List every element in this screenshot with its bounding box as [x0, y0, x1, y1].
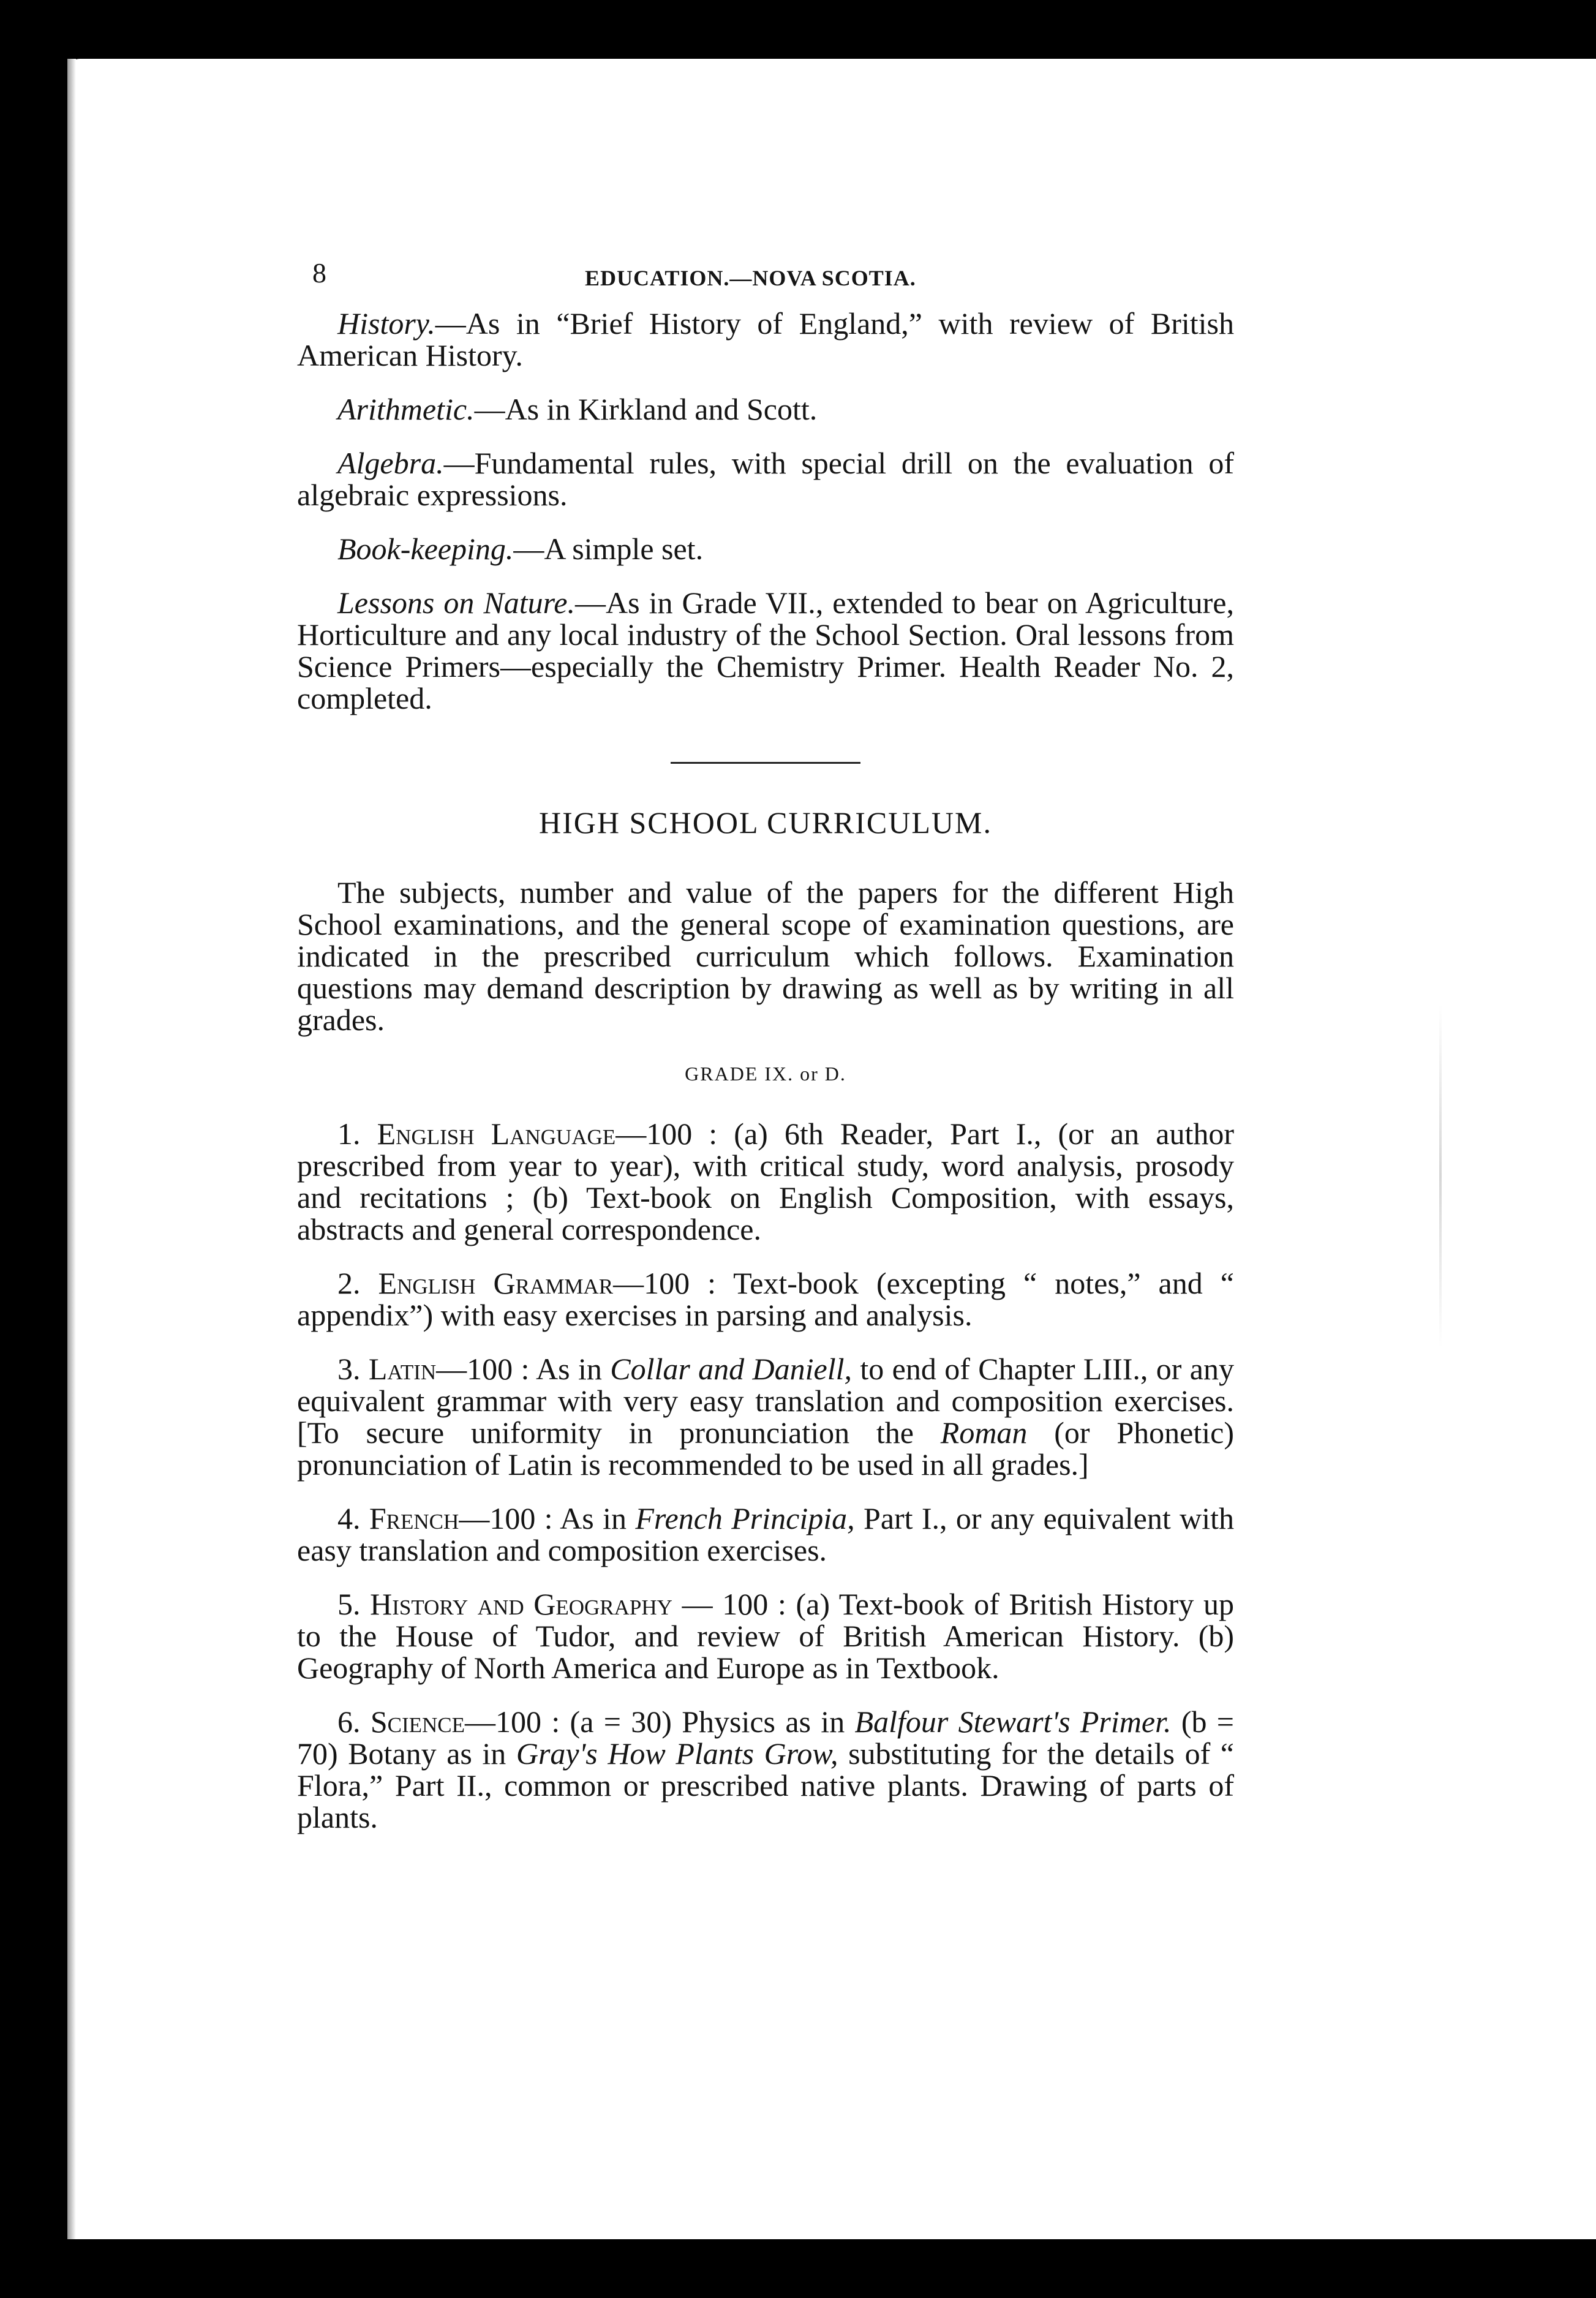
item-text: — 100 : (a) Text-book of British History up to the House of Tudor, and review of British American History. (b) Geography of North America and Europe as in Textbook. — [297, 1587, 1234, 1685]
item-english-language — [297, 1118, 1234, 1245]
item-book-title: Balfour Stewart's Primer. — [854, 1705, 1172, 1739]
arithmetic-label: Arithmetic. — [337, 392, 475, 426]
item-subject: Latin — [368, 1352, 437, 1386]
book-keeping-label: Book-keeping. — [337, 532, 514, 566]
algebra-text: —Fundamental rules, with special drill on the evaluation of algebraic expressions. — [297, 446, 1234, 512]
high-school-intro: The subjects, number and value of the papers for the different High School examinations, and the general scope of examination questions, are indicated in the prescribed curriculum which follows. Examination questions may demand description by drawing as well as by writing in all grades. — [297, 875, 1234, 1037]
paragraph-book-keeping — [297, 533, 1234, 565]
item-number: 4. — [337, 1501, 361, 1535]
item-text: —100 : (a) 6th Reader, Part I., (or an author prescribed from year to year), with critical study, word analysis, prosody and recitations ; (b) Text-book on English Composition, with essays, abstracts and general correspondence. — [297, 1117, 1234, 1246]
margin-mark — [1439, 1004, 1442, 1347]
item-text: —100 : (a = 30) Physics as in — [465, 1705, 855, 1739]
item-book-title: Collar and Daniell, — [610, 1352, 853, 1386]
item-italic-term: Roman — [940, 1415, 1028, 1450]
item-number: 6. — [337, 1705, 361, 1739]
section-divider — [671, 762, 860, 764]
history-text: —As in “Brief History of England,” with review of British American History. — [297, 306, 1234, 372]
item-text: (or Phonetic) pronunciation of Latin is recommended to be used in all grades.] — [297, 1415, 1234, 1482]
paragraph-lessons-on-nature — [297, 587, 1234, 714]
page-number: 8 — [312, 257, 327, 288]
item-text: —100 : Text-book (excepting “ notes,” and “ appendix”) with easy exercises in parsing and analysis. — [297, 1266, 1234, 1332]
algebra-label: Algebra. — [337, 446, 444, 480]
item-text: —100 : As in — [459, 1501, 636, 1535]
running-head — [297, 257, 1234, 294]
grade-title: GRADE IX. or D. — [685, 1063, 846, 1085]
page-edge-shadow — [67, 59, 76, 2239]
item-text: —100 : As in — [436, 1352, 611, 1386]
item-history-and-geography — [297, 1588, 1234, 1684]
lessons-on-nature-text: —As in Grade VII., extended to bear on Agriculture, Horticulture and any local industry of the School Section. Oral lessons from Science Primers—especially the Chemistry Primer. Health Reader No. 2, completed. — [297, 586, 1234, 715]
arithmetic-text: —As in Kirkland and Scott. — [474, 392, 818, 426]
item-subject: Science — [370, 1705, 465, 1739]
paragraph-arithmetic — [297, 393, 1234, 425]
history-label: History. — [337, 306, 435, 341]
item-subject: History and Geography — [370, 1587, 672, 1621]
item-number: 3. — [337, 1352, 361, 1386]
section-title: HIGH SCHOOL CURRICULUM. — [538, 805, 993, 840]
item-number: 2. — [337, 1266, 361, 1300]
item-text: to end of Chapter LIII., or any equivalent grammar with very easy translation and composition exercises. [To secure uniformity in pronunciation the — [297, 1352, 1234, 1450]
lessons-on-nature-label: Lessons on Nature. — [337, 586, 575, 620]
item-latin — [297, 1353, 1234, 1480]
item-text: substituting for the details of “ Flora,” Part II., common or prescribed native plants. Drawing of parts of plants. — [297, 1736, 1234, 1834]
item-subject: French — [369, 1501, 459, 1535]
item-number: 5. — [337, 1587, 361, 1621]
item-number: 1. — [337, 1117, 361, 1151]
page-content — [297, 257, 1234, 1855]
paragraph-history — [297, 307, 1234, 371]
item-english-grammar — [297, 1267, 1234, 1331]
item-text: Part I., or any equivalent with easy translation and composition exercises. — [297, 1501, 1235, 1567]
item-science — [297, 1706, 1234, 1833]
item-subject: English Language — [377, 1117, 616, 1151]
item-french — [297, 1502, 1234, 1566]
item-subject: English Grammar — [378, 1266, 614, 1300]
book-keeping-text: —A simple set. — [513, 532, 704, 566]
item-text: (b = 70) Botany as in — [297, 1705, 1235, 1771]
item-book-title: Gray's How Plants Grow, — [516, 1736, 838, 1771]
paragraph-algebra — [297, 447, 1234, 511]
running-title: EDUCATION.—NOVA SCOTIA. — [585, 266, 916, 290]
item-book-title: French Principia, — [635, 1501, 855, 1535]
